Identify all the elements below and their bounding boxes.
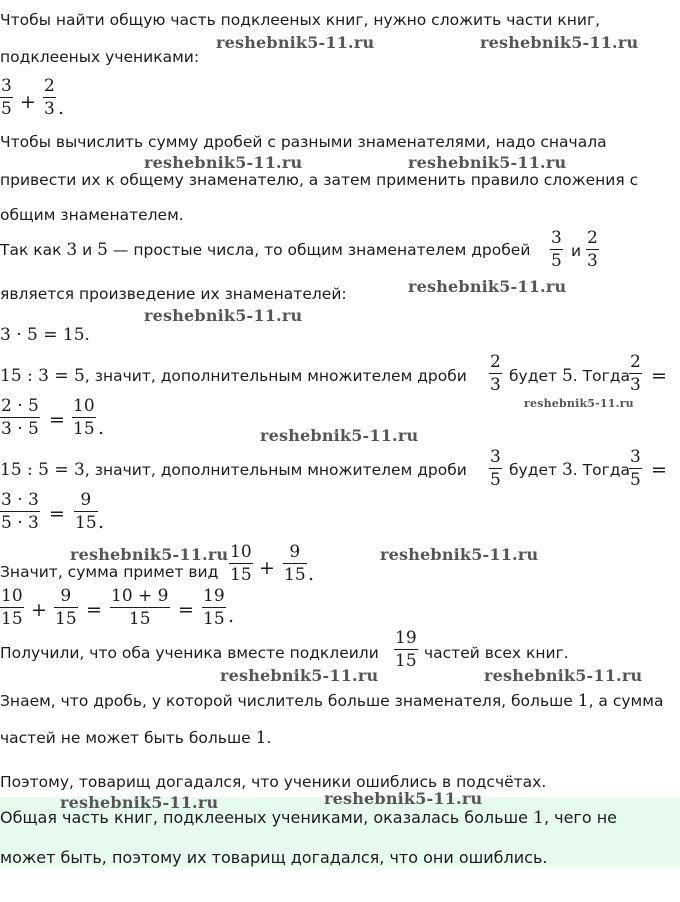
know-line2: частей не может быть больше 1. [0, 728, 272, 748]
sum2-equals: = [86, 599, 102, 621]
s2-fraction-3-5: $\frac{3}{5}$ [490, 447, 501, 490]
sum-plus: + [259, 557, 275, 579]
s1-fraction-2x5-3x5: $\frac{2 \cdot 5}{3 \cdot 5}$ [1, 396, 39, 439]
p2-line1: Чтобы вычислить сумму дробей с разными знаменателями, надо сначала [0, 133, 607, 151]
watermark: reshebnik5-11.ru [380, 545, 539, 564]
s2-fraction-3-5b: $\frac{3}{5}$ [630, 447, 641, 490]
answer-line1: Общая часть книг, подклееных учениками, оказалась больше 1, чего не [0, 808, 618, 828]
s1-period: . [98, 417, 105, 439]
sum-text: Значит, сумма примет вид [0, 563, 219, 581]
sum2-fraction-10-15: $\frac{10}{15}$ [1, 586, 23, 629]
plus-sign: + [20, 91, 36, 113]
p2-line3: общим знаменателем. [0, 206, 184, 224]
s2-fraction-9-15: $\frac{9}{15}$ [75, 490, 97, 533]
watermark: reshebnik5-11.ru [144, 153, 303, 172]
p3-line1: Так как 3 и 5 — простые числа, то общим знаменателем дробей [0, 240, 531, 260]
sum2-fraction-10plus9-15: $\frac{10 + 9}{15}$ [111, 586, 169, 629]
conclusion: Поэтому, товарищ догадался, что ученики ошиблись в подсчётах. [0, 773, 547, 791]
s2-equals: = [651, 459, 667, 481]
sum2-plus: + [31, 599, 47, 621]
s1-fraction-2-3: $\frac{2}{3}$ [490, 352, 501, 395]
watermark: reshebnik5-11.ru [260, 426, 419, 445]
period: . [58, 97, 65, 119]
watermark-small: reshebnik5-11.ru [524, 397, 634, 410]
fraction-3-5: $\frac{3}{5}$ [1, 76, 12, 119]
p3-line2: является произведение их знаменателей: [0, 285, 347, 303]
fraction-2-3b: $\frac{2}{3}$ [587, 228, 598, 271]
know-line1: Знаем, что дробь, у которой числитель больше знаменателя, больше 1, а сумма [0, 691, 664, 711]
sum-period: . [308, 563, 315, 585]
watermark: reshebnik5-11.ru [324, 789, 483, 808]
watermark: reshebnik5-11.ru [408, 153, 567, 172]
watermark: reshebnik5-11.ru [60, 793, 219, 812]
sum-fraction-10-15: $\frac{10}{15}$ [230, 542, 252, 585]
s2-will: будет 3. Тогда [509, 460, 630, 480]
p2-line2: привести их к общему знаменателю, а затем применить правило сложения с [0, 171, 639, 189]
s2-equals2: = [49, 503, 65, 525]
eq-3x5: 3 · 5 = 15. [0, 325, 90, 345]
watermark: reshebnik5-11.ru [216, 33, 375, 52]
watermark: reshebnik5-11.ru [480, 33, 639, 52]
got-text: Получили, что оба ученика вместе подклеили [0, 644, 379, 662]
got-post: частей всех книг. [424, 644, 569, 662]
s1-fraction-2-3b: $\frac{2}{3}$ [630, 352, 641, 395]
watermark: reshebnik5-11.ru [484, 666, 643, 685]
p1-line1: Чтобы найти общую часть подклееных книг, нужно сложить части книг, [0, 11, 601, 29]
watermark: reshebnik5-11.ru [408, 277, 567, 296]
s2-line1: 15 : 5 = 3, значит, дополнительным множителем дроби [0, 460, 467, 480]
watermark: reshebnik5-11.ru [70, 545, 229, 564]
sum2-equals2: = [178, 599, 194, 621]
sum2-fraction-19-15: $\frac{19}{15}$ [203, 586, 225, 629]
s1-will: будет 5. Тогда [509, 366, 630, 386]
and-word: и [571, 242, 582, 260]
watermark: reshebnik5-11.ru [144, 306, 303, 325]
answer-line2: может быть, поэтому их товарищ догадался, что они ошиблись. [0, 848, 548, 867]
watermark: reshebnik5-11.ru [220, 666, 379, 685]
s2-fraction-3x3-5x3: $\frac{3 \cdot 3}{5 \cdot 3}$ [1, 490, 39, 533]
s1-fraction-10-15: $\frac{10}{15}$ [73, 396, 95, 439]
fraction-2-3: $\frac{2}{3}$ [44, 76, 55, 119]
s2-period: . [98, 511, 105, 533]
sum2-fraction-9-15: $\frac{9}{15}$ [55, 586, 77, 629]
p1-line2: подклееных учениками: [0, 48, 200, 66]
sum2-period: . [228, 605, 235, 627]
fraction-3-5b: $\frac{3}{5}$ [551, 228, 562, 271]
got-fraction-19-15: $\frac{19}{15}$ [395, 628, 417, 671]
sum-fraction-9-15: $\frac{9}{15}$ [284, 542, 306, 585]
s1-equals2: = [49, 409, 65, 431]
s1-line1: 15 : 3 = 5, значит, дополнительным множителем дроби [0, 366, 467, 386]
s1-equals: = [651, 365, 667, 387]
